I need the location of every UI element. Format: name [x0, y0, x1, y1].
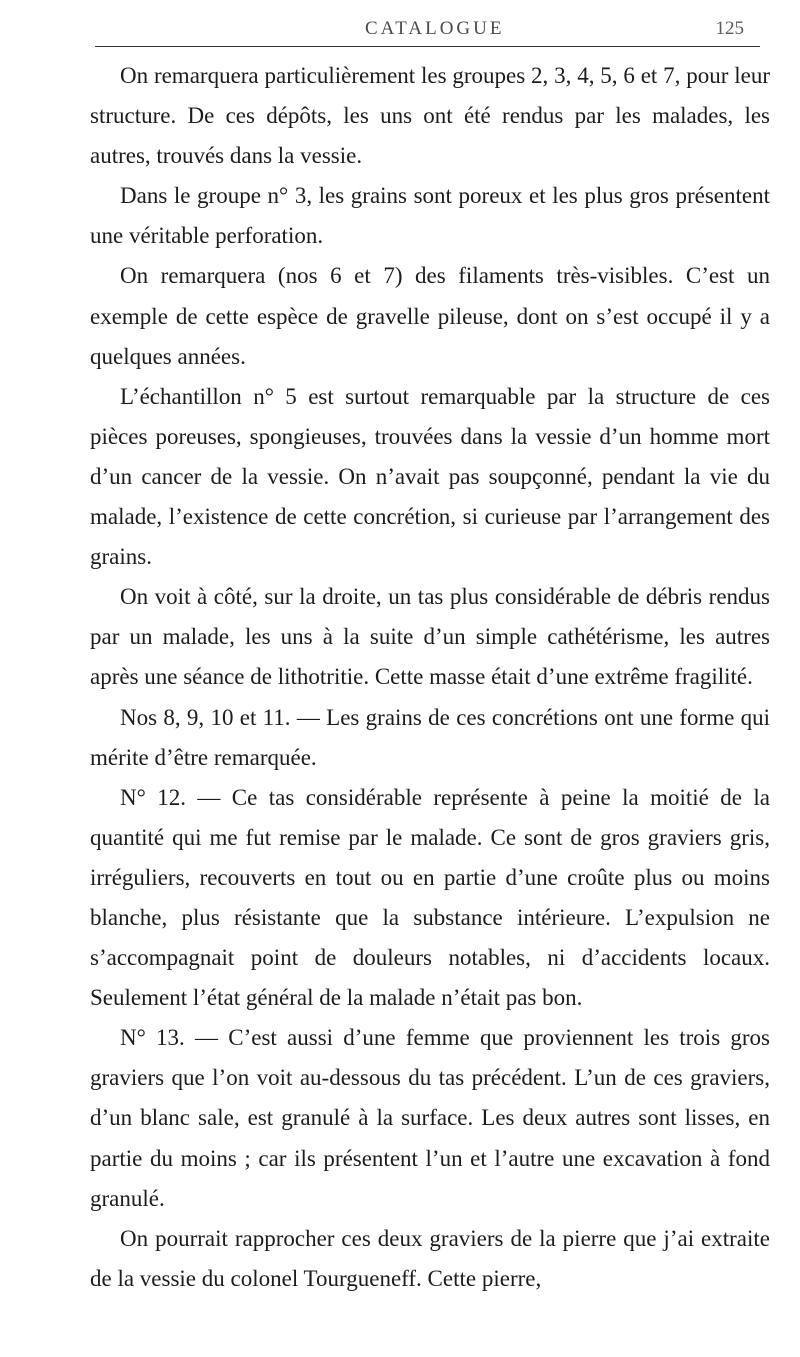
paragraph: Nos 8, 9, 10 et 11. — Les grains de ces concrétions ont une forme qui mérite d’être remarquée. [90, 704, 770, 770]
body-text [90, 56, 770, 1299]
header-rule [95, 46, 760, 47]
running-head [0, 14, 800, 44]
page-number: 125 [715, 18, 744, 39]
paragraph: On pourrait rapprocher ces deux graviers de la pierre que j’ai extraite de la vessie du colonel Tourgueneff. Cette pierre, [90, 1225, 770, 1291]
paragraph: N° 13. — C’est aussi d’une femme que proviennent les trois gros graviers que l’on voit au-dessous du tas précédent. L’un de ces graviers, d’un blanc sale, est granulé à la surface. Les deux autres sont lisses, en partie du moins ; car ils présentent l’un et l’autre une excavation à fond granulé. [90, 1025, 770, 1211]
paragraph: L’échantillon n° 5 est surtout remarquable par la structure de ces pièces poreuses, spongieuses, trouvées dans la vessie d’un homme mort d’un cancer de la vessie. On n’avait pas soupçonné, pendant la vie du malade, l’existence de cette concrétion, si curieuse par l’arrangement des grains. [90, 383, 770, 570]
paragraph: Dans le groupe n° 3, les grains sont poreux et les plus gros présentent une véritable perforation. [90, 183, 770, 249]
paragraph: On voit à côté, sur la droite, un tas plus considérable de débris rendus par un malade, les uns à la suite d’un simple cathétérisme, les autres après une séance de lithotritie. Cette masse était d’une extrême fragilité. [90, 584, 770, 690]
paragraph: On remarquera (nos 6 et 7) des filaments très-visibles. C’est un exemple de cette espèce de gravelle pileuse, dont on s’est occupé il y a quelques années. [90, 263, 770, 369]
running-title: CATALOGUE [365, 18, 505, 39]
paragraph: N° 12. — Ce tas considérable représente à peine la moitié de la quantité qui me fut remise par le malade. Ce sont de gros graviers gris, irréguliers, recouverts en tout ou en partie d’une croûte plus ou moins blanche, plus résistante que la substance intérieure. L’expulsion ne s’accompagnait point de douleurs notables, ni d’accidents locaux. Seulement l’état général de la malade n’était pas bon. [90, 784, 770, 1011]
paragraph: On remarquera particulièrement les groupes 2, 3, 4, 5, 6 et 7, pour leur structure. De ces dépôts, les uns ont été rendus par les malades, les autres, trouvés dans la vessie. [90, 63, 770, 169]
